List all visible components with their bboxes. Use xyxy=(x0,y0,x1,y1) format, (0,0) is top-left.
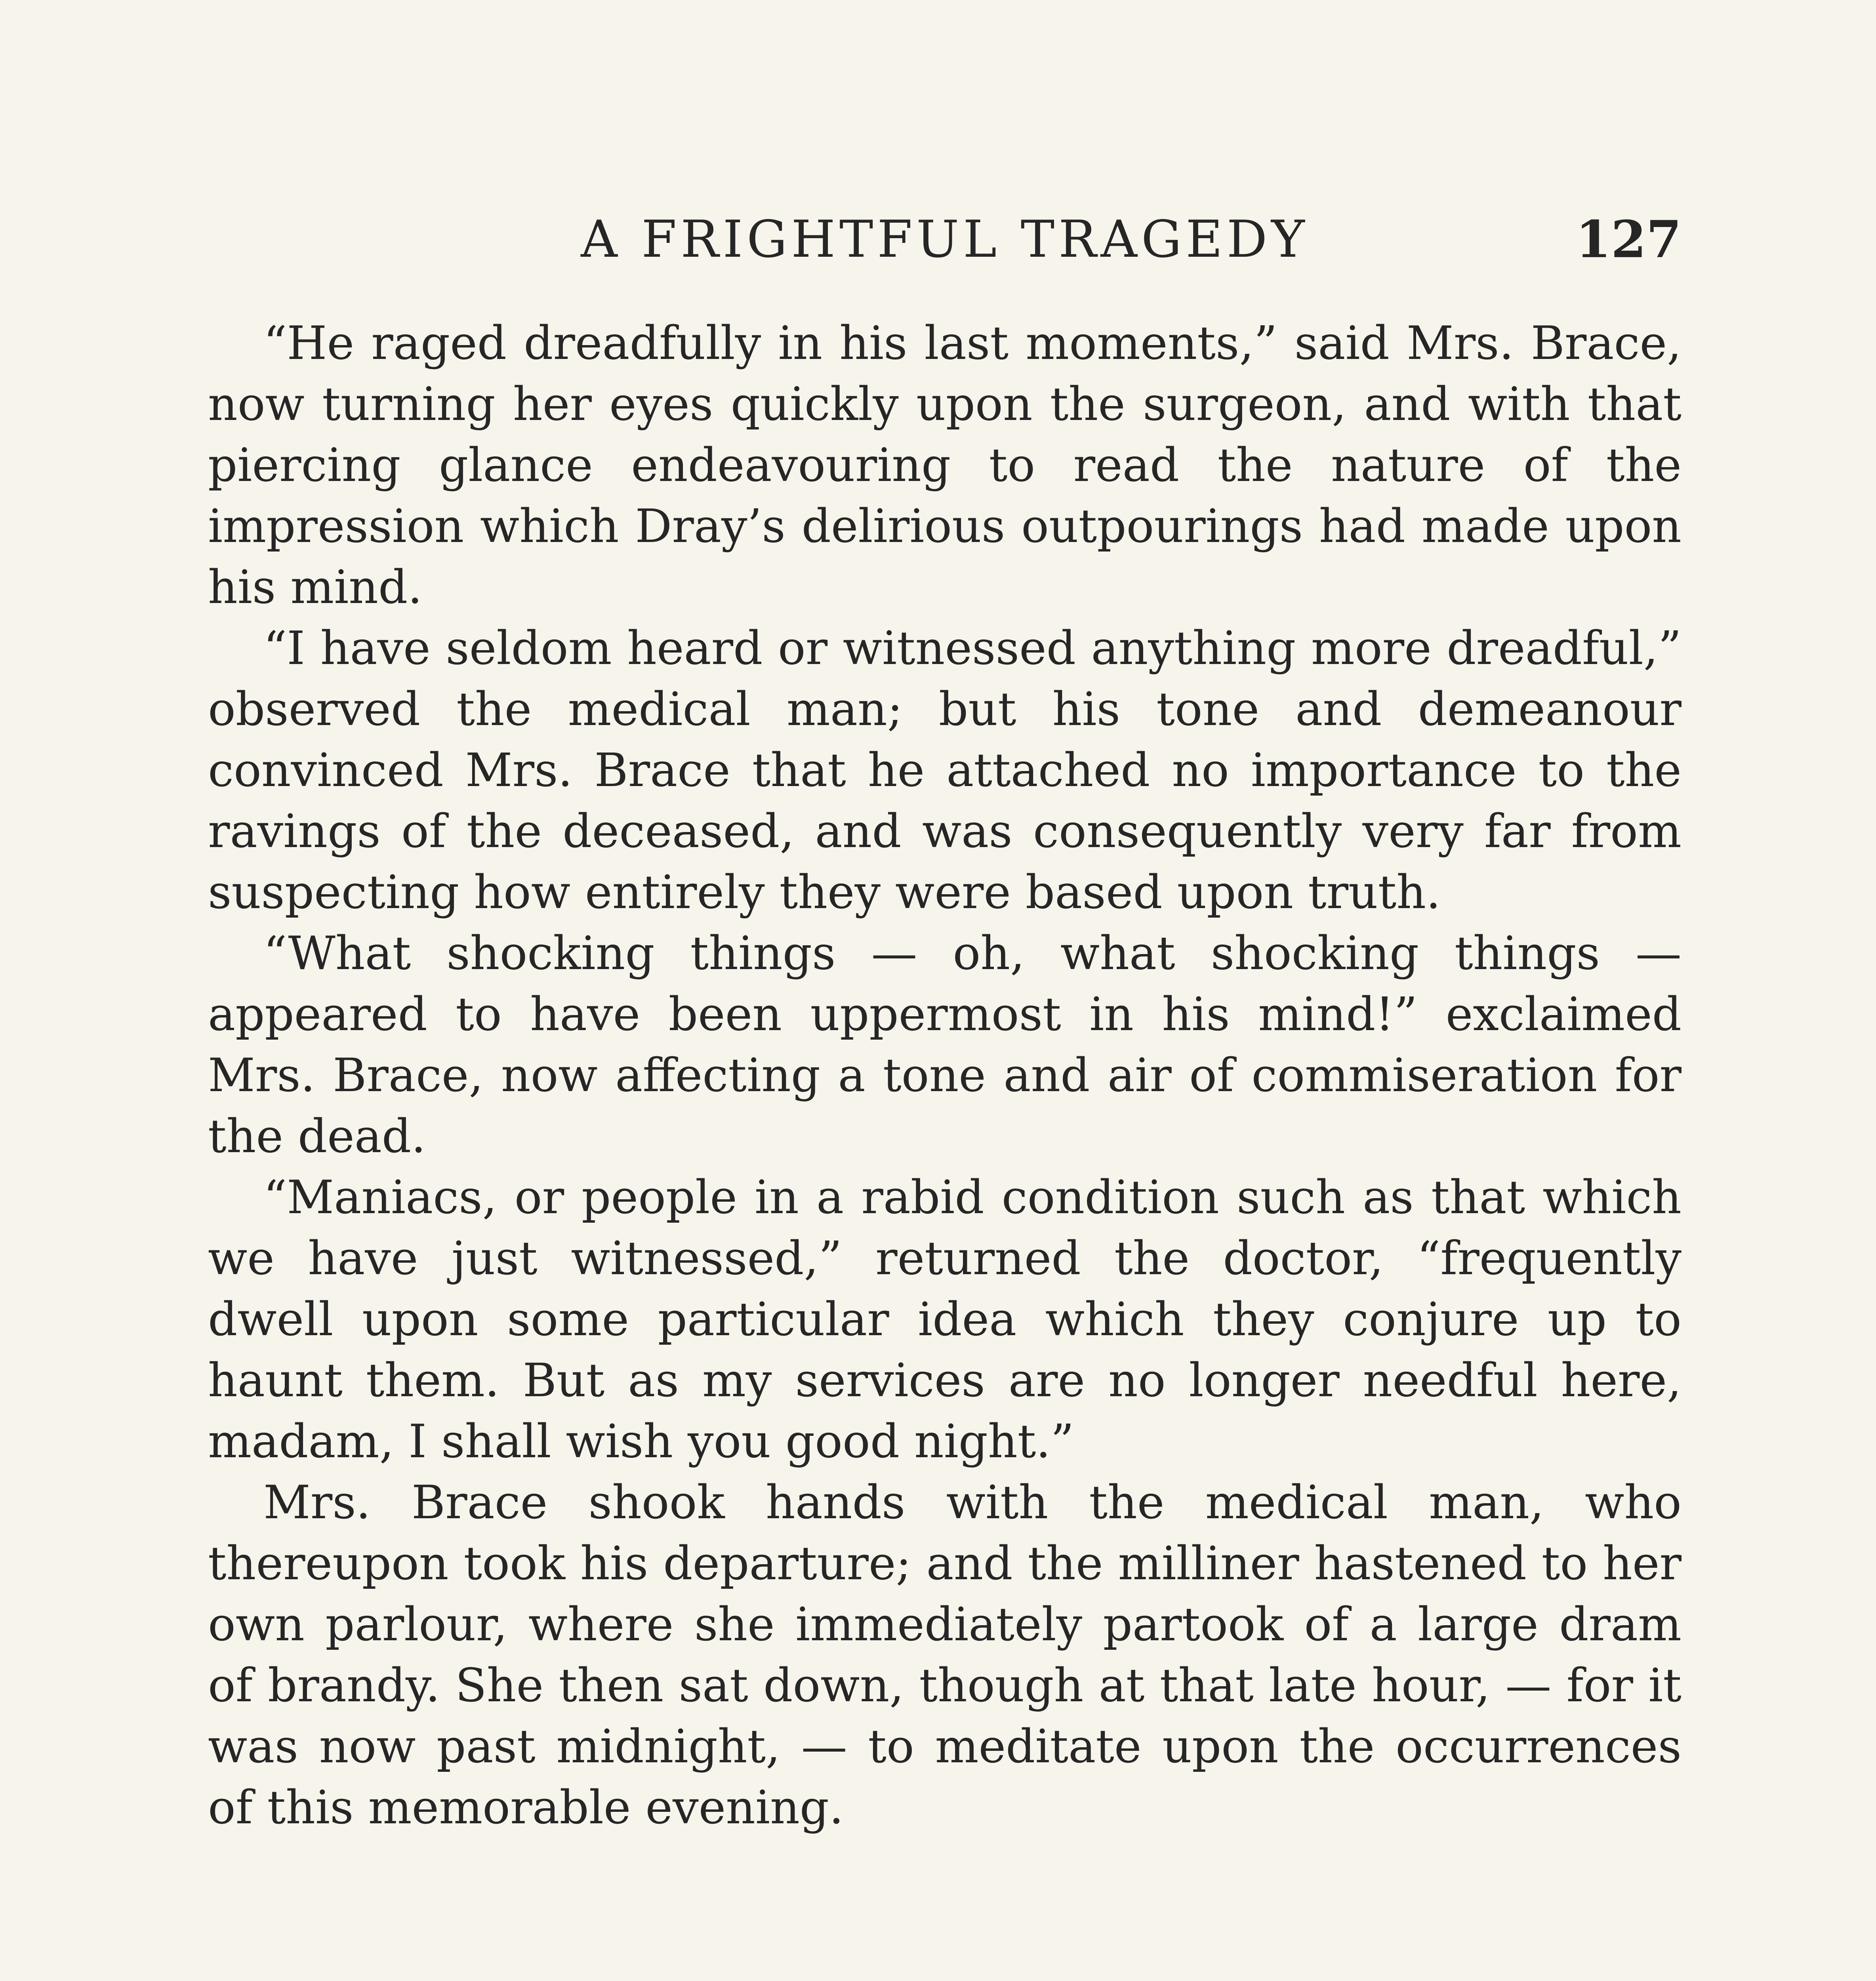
paragraph: “What shocking things — oh, what shocking things — appeared to have been uppermost in his mind!” exclaimed Mrs. Brace, now affecting a tone and air of commiseration for the dead. xyxy=(208,927,1682,1163)
paragraph: Mrs. Brace shook hands with the medical man, who thereupon took his departure; and the milliner hastened to her own parlour, where she immediately partook of a large dram of brandy. She then sat down, though at that late hour, — for it was now past midnight, — to meditate upon the occurrences of this memorable evening. xyxy=(208,1476,1682,1834)
body-text xyxy=(208,313,1682,1838)
page-number: 127 xyxy=(1575,210,1682,269)
paragraph: “Maniacs, or people in a rabid condition such as that which we have just witnessed,” returned the doctor, “frequently dwell upon some particular idea which they conjure up to haunt them. But as my services are no longer needful here, madam, I shall wish you good night.” xyxy=(208,1171,1682,1468)
running-head xyxy=(208,206,1682,273)
paragraph: “I have seldom heard or witnessed anything more dreadful,” observed the medical man; but his tone and demeanour convinced Mrs. Brace that he attached no importance to the ravings of the deceased, and was consequently very far from suspecting how entirely they were based upon truth. xyxy=(208,622,1682,919)
paragraph: “He raged dreadfully in his last moments,” said Mrs. Brace, now turning her eyes quickly upon the surgeon, and with that piercing glance endeavouring to read the nature of the impression which Dray’s delirious outpourings had made upon his mind. xyxy=(208,317,1682,614)
running-title: A FRIGHTFUL TRAGEDY xyxy=(581,210,1309,269)
